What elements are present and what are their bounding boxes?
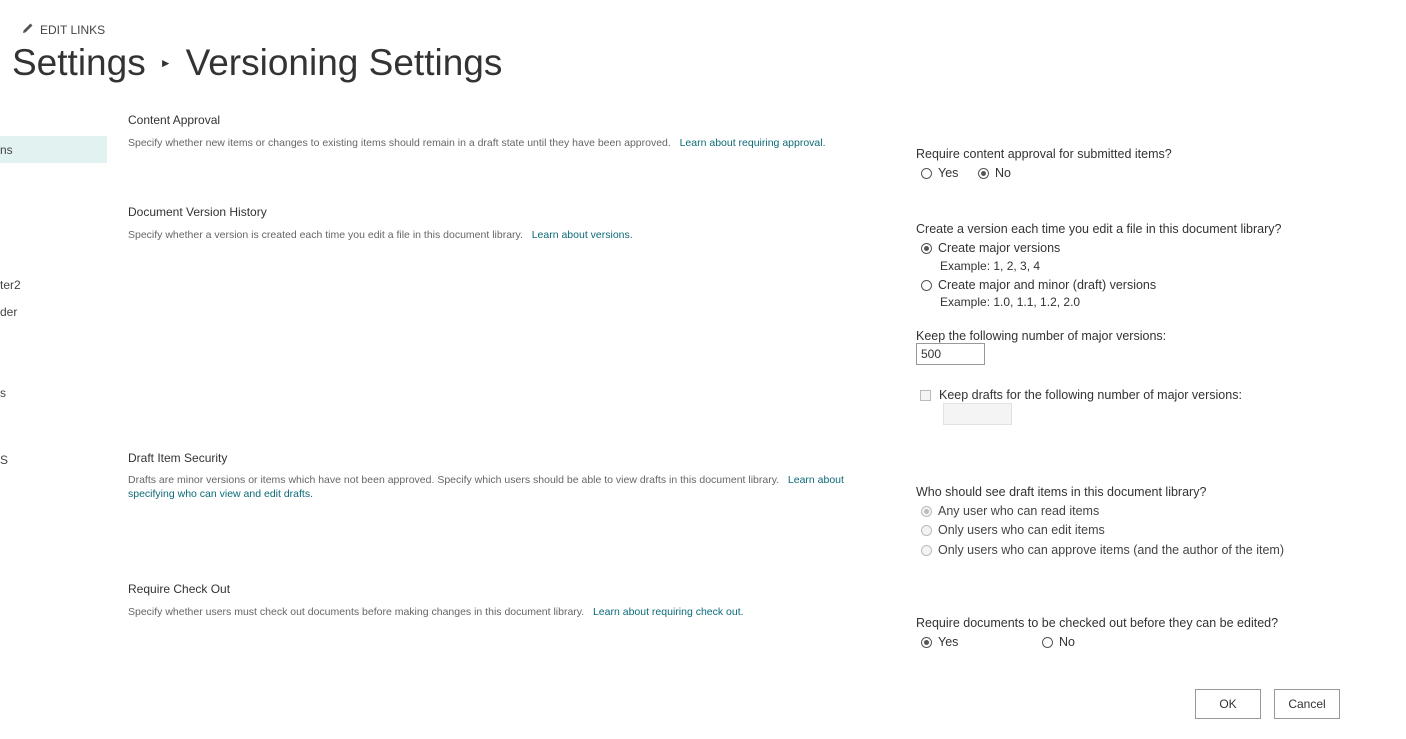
nav-item-3[interactable]: der <box>0 305 18 319</box>
radio-icon[interactable] <box>921 525 932 536</box>
edit-links-label: EDIT LINKS <box>40 22 106 37</box>
content-approval-desc <box>128 136 848 150</box>
radio-icon[interactable] <box>1042 637 1053 648</box>
radio-icon[interactable] <box>921 506 932 517</box>
radio-icon[interactable] <box>921 637 932 648</box>
version-history-desc-text: Specify whether a version is created each time you edit a file in this document library. <box>128 229 523 241</box>
approval-no-radio[interactable] <box>978 166 1011 180</box>
approval-no-label: No <box>995 166 1011 180</box>
nav-item-4[interactable]: s <box>0 386 6 400</box>
checkout-yes-radio[interactable] <box>921 635 958 649</box>
radio-icon[interactable] <box>921 280 932 291</box>
cancel-button[interactable]: Cancel <box>1274 689 1340 719</box>
nav-selected-item[interactable] <box>0 136 107 163</box>
draft-any-label: Any user who can read items <box>938 504 1100 518</box>
checkout-yes-label: Yes <box>938 635 959 649</box>
approval-yes-label: Yes <box>938 166 959 180</box>
breadcrumb-current: Versioning Settings <box>185 42 503 83</box>
approval-yes-radio[interactable] <box>921 166 958 180</box>
draft-any-radio[interactable] <box>921 504 1099 518</box>
minor-versions-radio[interactable] <box>921 278 1156 292</box>
draft-security-desc <box>128 473 848 501</box>
edit-links-button[interactable] <box>22 22 105 37</box>
nav-item-5[interactable]: S <box>0 453 9 467</box>
nav-item-1[interactable]: ns <box>0 143 13 157</box>
pencil-icon <box>22 22 34 37</box>
draft-approve-label: Only users who can approve items (and the author of the item) <box>938 543 1285 557</box>
learn-drafts-link-2[interactable]: specifying who can view and edit drafts. <box>128 488 314 500</box>
version-history-question: Create a version each time you edit a file in this document library? <box>916 222 1282 236</box>
draft-security-question: Who should see draft items in this document library? <box>916 485 1207 499</box>
ok-button[interactable]: OK <box>1195 689 1261 719</box>
check-out-desc <box>128 605 848 619</box>
learn-checkout-link[interactable]: Learn about requiring check out. <box>592 606 744 618</box>
draft-edit-radio[interactable] <box>921 523 1105 537</box>
keep-drafts-input[interactable] <box>943 403 1012 425</box>
content-approval-title: Content Approval <box>128 113 221 127</box>
radio-icon[interactable] <box>921 168 932 179</box>
check-out-title: Require Check Out <box>128 582 231 596</box>
draft-security-title: Draft Item Security <box>128 451 228 465</box>
learn-approval-link[interactable]: Learn about requiring approval. <box>679 137 826 149</box>
draft-edit-label: Only users who can edit items <box>938 523 1105 537</box>
draft-security-desc-text: Drafts are minor versions or items which have not been approved. Specify which users should be able to view drafts in this document library. <box>128 474 780 486</box>
keep-drafts-checkbox[interactable] <box>920 388 1242 402</box>
minor-versions-label: Create major and minor (draft) versions <box>938 278 1157 292</box>
breadcrumb-parent[interactable]: Settings <box>12 42 146 83</box>
breadcrumb-separator-icon: ► <box>159 56 172 70</box>
nav-item-2[interactable]: ter2 <box>0 278 21 292</box>
check-out-question: Require documents to be checked out before they can be edited? <box>916 616 1279 630</box>
radio-icon[interactable] <box>978 168 989 179</box>
checkbox-icon[interactable] <box>920 390 931 401</box>
version-history-title: Document Version History <box>128 205 267 219</box>
checkout-no-radio[interactable] <box>1042 635 1075 649</box>
check-out-desc-text: Specify whether users must check out documents before making changes in this document library. <box>128 606 585 618</box>
major-versions-example: Example: 1, 2, 3, 4 <box>940 259 1041 273</box>
minor-versions-example: Example: 1.0, 1.1, 1.2, 2.0 <box>940 295 1081 309</box>
version-history-desc <box>128 228 848 242</box>
keep-major-label: Keep the following number of major versions: <box>916 329 1167 343</box>
draft-approve-radio[interactable] <box>921 543 1284 557</box>
radio-icon[interactable] <box>921 243 932 254</box>
page-title <box>12 42 502 84</box>
learn-drafts-link-1[interactable]: Learn about <box>787 474 844 486</box>
major-versions-label: Create major versions <box>938 241 1061 255</box>
keep-major-input[interactable]: 500 <box>916 343 985 365</box>
content-approval-desc-text: Specify whether new items or changes to existing items should remain in a draft state until they have been approved. <box>128 137 671 149</box>
content-approval-question: Require content approval for submitted items? <box>916 147 1172 161</box>
major-versions-radio[interactable] <box>921 241 1060 255</box>
keep-drafts-label: Keep drafts for the following number of major versions: <box>939 388 1242 402</box>
checkout-no-label: No <box>1059 635 1075 649</box>
learn-versions-link[interactable]: Learn about versions. <box>531 229 633 241</box>
radio-icon[interactable] <box>921 545 932 556</box>
